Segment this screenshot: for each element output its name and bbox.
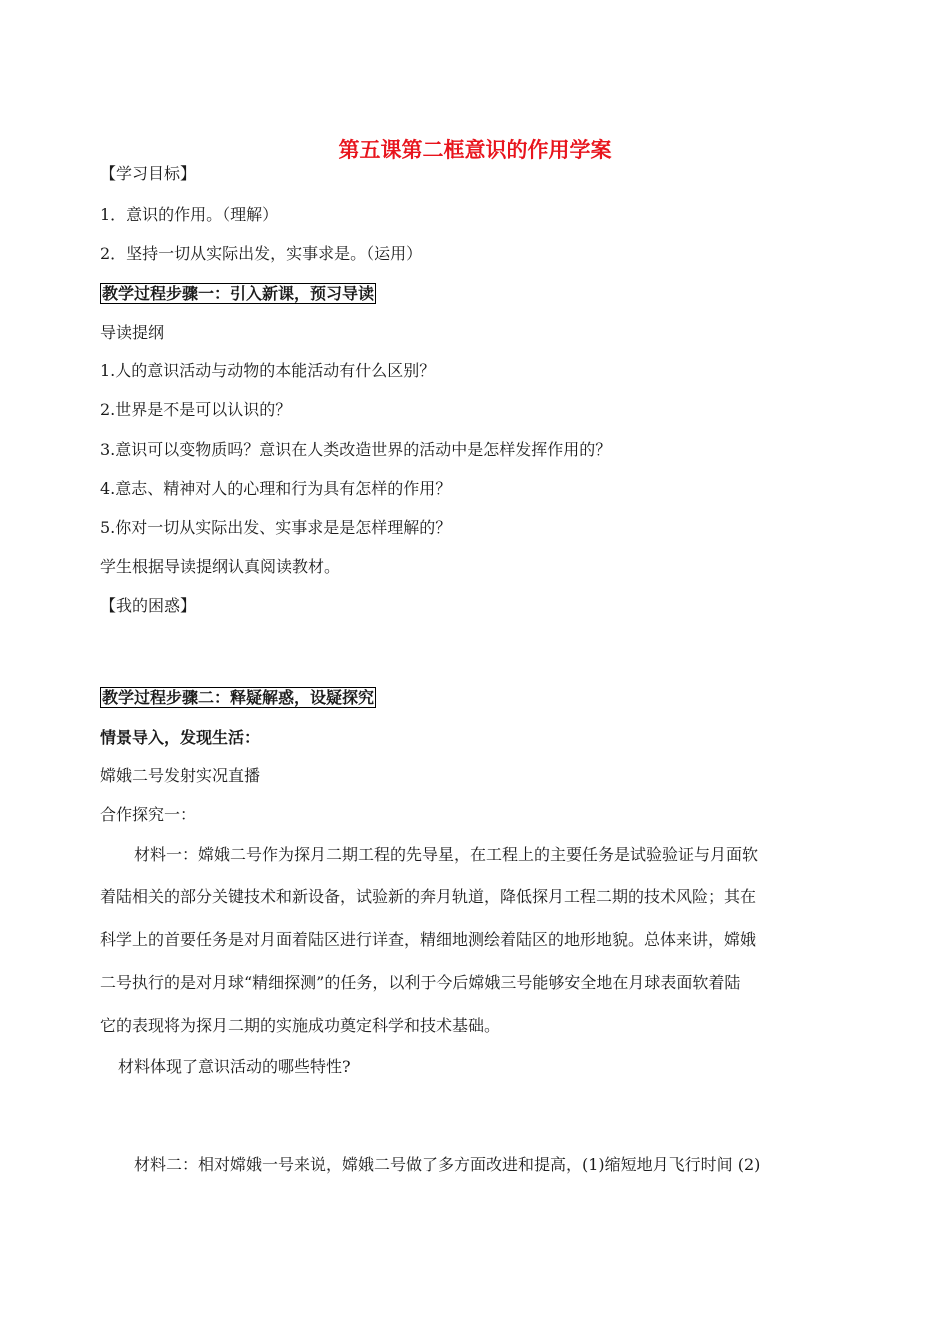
step1-heading xyxy=(100,283,376,305)
outline-heading: 导读提纲 xyxy=(100,323,165,342)
objective-item-2: 2．坚持一切从实际出发，实事求是。（运用） xyxy=(100,244,423,263)
page-title: 第五课第二框意识的作用学案 xyxy=(338,138,612,162)
step1-heading-text: 教学过程步骤一：引入新课，预习导读 xyxy=(102,284,375,303)
outline-item-2: 2.世界是不是可以认识的？ xyxy=(100,400,292,419)
step2-heading xyxy=(100,687,376,709)
objectives-heading: 【学习目标】 xyxy=(100,164,197,183)
scenario-heading: 情景导入，发现生活： xyxy=(100,728,261,747)
scenario-text: 嫦娥二号发射实况直播 xyxy=(100,766,261,785)
question-1: 材料体现了意识活动的哪些特性? xyxy=(118,1057,351,1076)
outline-item-4: 4.意志、精神对人的心理和行为具有怎样的作用？ xyxy=(100,479,452,498)
step2-heading-text: 教学过程步骤二：释疑解惑，设疑探究 xyxy=(102,688,375,707)
outline-item-5: 5.你对一切从实际出发、实事求是是怎样理解的？ xyxy=(100,518,452,537)
material2-line-1: 材料二：相对嫦娥一号来说，嫦娥二号做了多方面改进和提高，(1)缩短地月飞行时间 (2) xyxy=(134,1155,761,1174)
material1-line-3: 科学上的首要任务是对月面着陆区进行详查，精细地测绘着陆区的地形地貌。总体来讲，嫦娥 xyxy=(100,930,757,949)
reading-note: 学生根据导读提纲认真阅读教材。 xyxy=(100,557,341,576)
outline-item-1: 1.人的意识活动与动物的本能活动有什么区别？ xyxy=(100,361,436,380)
confusion-heading: 【我的困惑】 xyxy=(100,596,197,615)
material1-line-4: 二号执行的是对月球“精细探测”的任务，以利于今后嫦娥三号能够安全地在月球表面软着陆 xyxy=(100,973,741,992)
material1-line-1: 材料一：嫦娥二号作为探月二期工程的先导星，在工程上的主要任务是试验验证与月面软 xyxy=(134,845,759,864)
cooperation-heading: 合作探究一： xyxy=(100,805,197,824)
material1-line-5: 它的表现将为探月二期的实施成功奠定科学和技术基础。 xyxy=(100,1016,501,1035)
material1-line-2: 着陆相关的部分关键技术和新设备，试验新的奔月轨道，降低探月工程二期的技术风险；其在 xyxy=(100,887,757,906)
outline-item-3: 3.意识可以变物质吗？意识在人类改造世界的活动中是怎样发挥作用的？ xyxy=(100,440,612,459)
objective-item-1: 1．意识的作用。（理解） xyxy=(100,205,279,224)
